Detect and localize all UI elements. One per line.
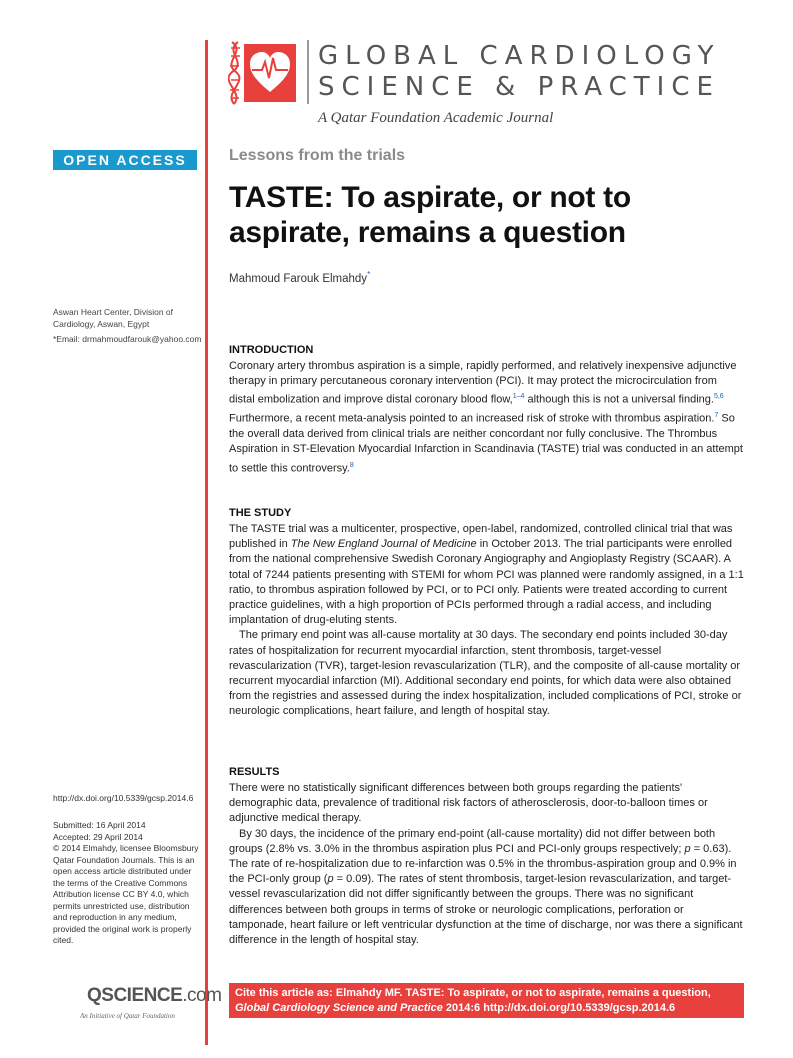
intro-text-3: Furthermore, a recent meta-analysis pointed to an increased risk of stroke with thrombus aspiration. (229, 412, 715, 425)
author-name (229, 270, 370, 285)
ref-7[interactable]: 7 (714, 412, 719, 420)
ref-5-6[interactable]: 5,6 (713, 393, 724, 401)
journal-name-line2: SCIENCE & PRACTICE (318, 72, 720, 102)
results-text-2c: = 0.09). The rates of stent thrombosis, target-lesion revascularization, and target-vessel revascularization did not differ significantly between the groups. There was no significant differences between both groups in terms of stroke or neurologic complications, perforation or tamponade, heart failure or left ventricular dysfunction at the time of discharge, nor was there a significant difference in the length of hospital stay. (229, 873, 743, 947)
heading-introduction: INTRODUCTION (229, 344, 314, 356)
citation-text: Cite this article as: Elmahdy MF. TASTE: To aspirate, or not to aspirate, remains a question, (235, 987, 711, 999)
accepted-date: Accepted: 29 April 2014 (53, 831, 143, 842)
doi-link[interactable]: http://dx.doi.org/10.5339/gcsp.2014.6 (53, 793, 194, 803)
journal-name-line1: GLOBAL CARDIOLOGY (318, 41, 721, 71)
heading-results: RESULTS (229, 766, 280, 778)
study-journal-name: The New England Journal of Medicine (290, 538, 477, 551)
intro-text-2: although this is not a universal finding. (524, 394, 714, 407)
study-text-1a: The TASTE trial was a multicenter, prospective, open-label, randomized, controlled clinical trial that was published in (229, 523, 733, 551)
study-text-2: The primary end point was all-cause mortality at 30 days. The secondary end points included 30-day rates of hospitalization for recurrent myocardial infarction, stent thrombosis, target-vessel revascularization (TVR), target-lesion revascularization (TLR), and the composite of all-cause mortality or recurrent myocardial infarction (MI). Additional secondary end points, for which data were also obtained from the registries and assessed during the index hospitalization, included complications of PCI, stroke or neurologic complications, heart failure, and length of hospital stay. (229, 629, 742, 718)
results-text-1: There were no statistically significant differences between both groups regarding the patients' demographic data, prevalence of traditional risk factors of atherosclerosis, door-to-balloon times or adjunctive medical therapy. (229, 782, 708, 825)
article-title: TASTE: To aspirate, or not to aspirate, remains a question (229, 181, 631, 249)
results-text-2 (229, 827, 744, 949)
intro-text-1: Coronary artery thrombus aspiration is a simple, rapidly performed, and relatively inexpensive adjunctive therapy in primary percutaneous coronary intervention (PCI). It may protect the microcirculation from distal embolization and improve distal coronary blood flow, (229, 360, 737, 407)
section-label: Lessons from the trials (229, 147, 406, 164)
heading-the-study: THE STUDY (229, 507, 292, 519)
results-text-2a: By 30 days, the incidence of the primary end-point (all-cause mortality) did not differ between both groups (2.8% vs. 3.0% in the thrombus aspiration plus PCI and PCI-only groups respectively; (229, 827, 716, 855)
p-value-symbol: p (327, 873, 334, 886)
author-footnote-mark[interactable]: * (367, 270, 371, 279)
column-divider (205, 40, 208, 1045)
heart-dna-icon (228, 40, 298, 106)
citation-box (229, 983, 744, 1018)
publisher-tagline: An Initiative of Qatar Foundation (80, 1012, 175, 1020)
introduction-paragraph (229, 359, 744, 476)
results-text-2b: = 0.63). The rate of re-hospitalization due to re-infarction was 0.5% in the thrombus-aspiration group and 0.9% in the PCI-only group ( (229, 842, 737, 886)
logo-divider (307, 40, 309, 104)
qscience-logo-text: QSCIENCE (87, 985, 183, 1006)
submitted-date: Submitted: 16 April 2014 (53, 820, 146, 830)
license-text: © 2014 Elmahdy, licensee Bloomsbury Qatar Foundation Journals. This is an open access article distributed under the terms of the Creative Commons Attribution license CC BY 4.0, which permits unrestricted use, distribution and reproduction in any medium, provided the original work is properly cited. (53, 843, 199, 945)
qscience-logo-suffix: .com (182, 985, 222, 1006)
author-name-text: Mahmoud Farouk Elmahdy (229, 272, 368, 285)
study-text-1b: in October 2013. The trial participants were enrolled from the national comprehensive Swedish Coronary Angiography and Angioplasty Registry (SCAAR). A total of 7244 patients presenting with STEMI for whom PCI was planned were randomly assigned, in a 1:1 ratio, to thrombus aspiration followed by PCI, or to PCI only. Patients were treated according to current practice guidelines, with a high proportion of PCIs performed through a radial access, and including implantation of drug-eluting stents. (229, 538, 744, 627)
ref-1-4[interactable]: 1–4 (512, 393, 525, 401)
author-email[interactable]: *Email: drmahmoudfarouk@yahoo.com (53, 334, 202, 344)
open-access-badge: OPEN ACCESS (53, 150, 197, 170)
author-affiliation: Aswan Heart Center, Division of Cardiology, Aswan, Egypt (53, 307, 173, 329)
qscience-logo[interactable] (87, 985, 221, 1007)
study-paragraph (229, 522, 744, 720)
intro-text-4: So the overall data derived from clinical trials are neither concordant nor fully conclusive. The Thrombus Aspiration in ST-Elevation Myocardial Infarction in Scandinavia (TASTE) trial was conducted in an attempt to settle this controversy. (229, 412, 743, 475)
journal-tagline: A Qatar Foundation Academic Journal (318, 110, 554, 126)
ref-8[interactable]: 8 (349, 461, 354, 469)
p-value-symbol: p (684, 842, 691, 855)
citation-doi[interactable]: 2014:6 http://dx.doi.org/10.5339/gcsp.2014.6 (442, 1002, 676, 1014)
results-paragraph (229, 781, 744, 948)
citation-journal: Global Cardiology Science and Practice (235, 1002, 443, 1014)
publication-info (53, 820, 203, 947)
